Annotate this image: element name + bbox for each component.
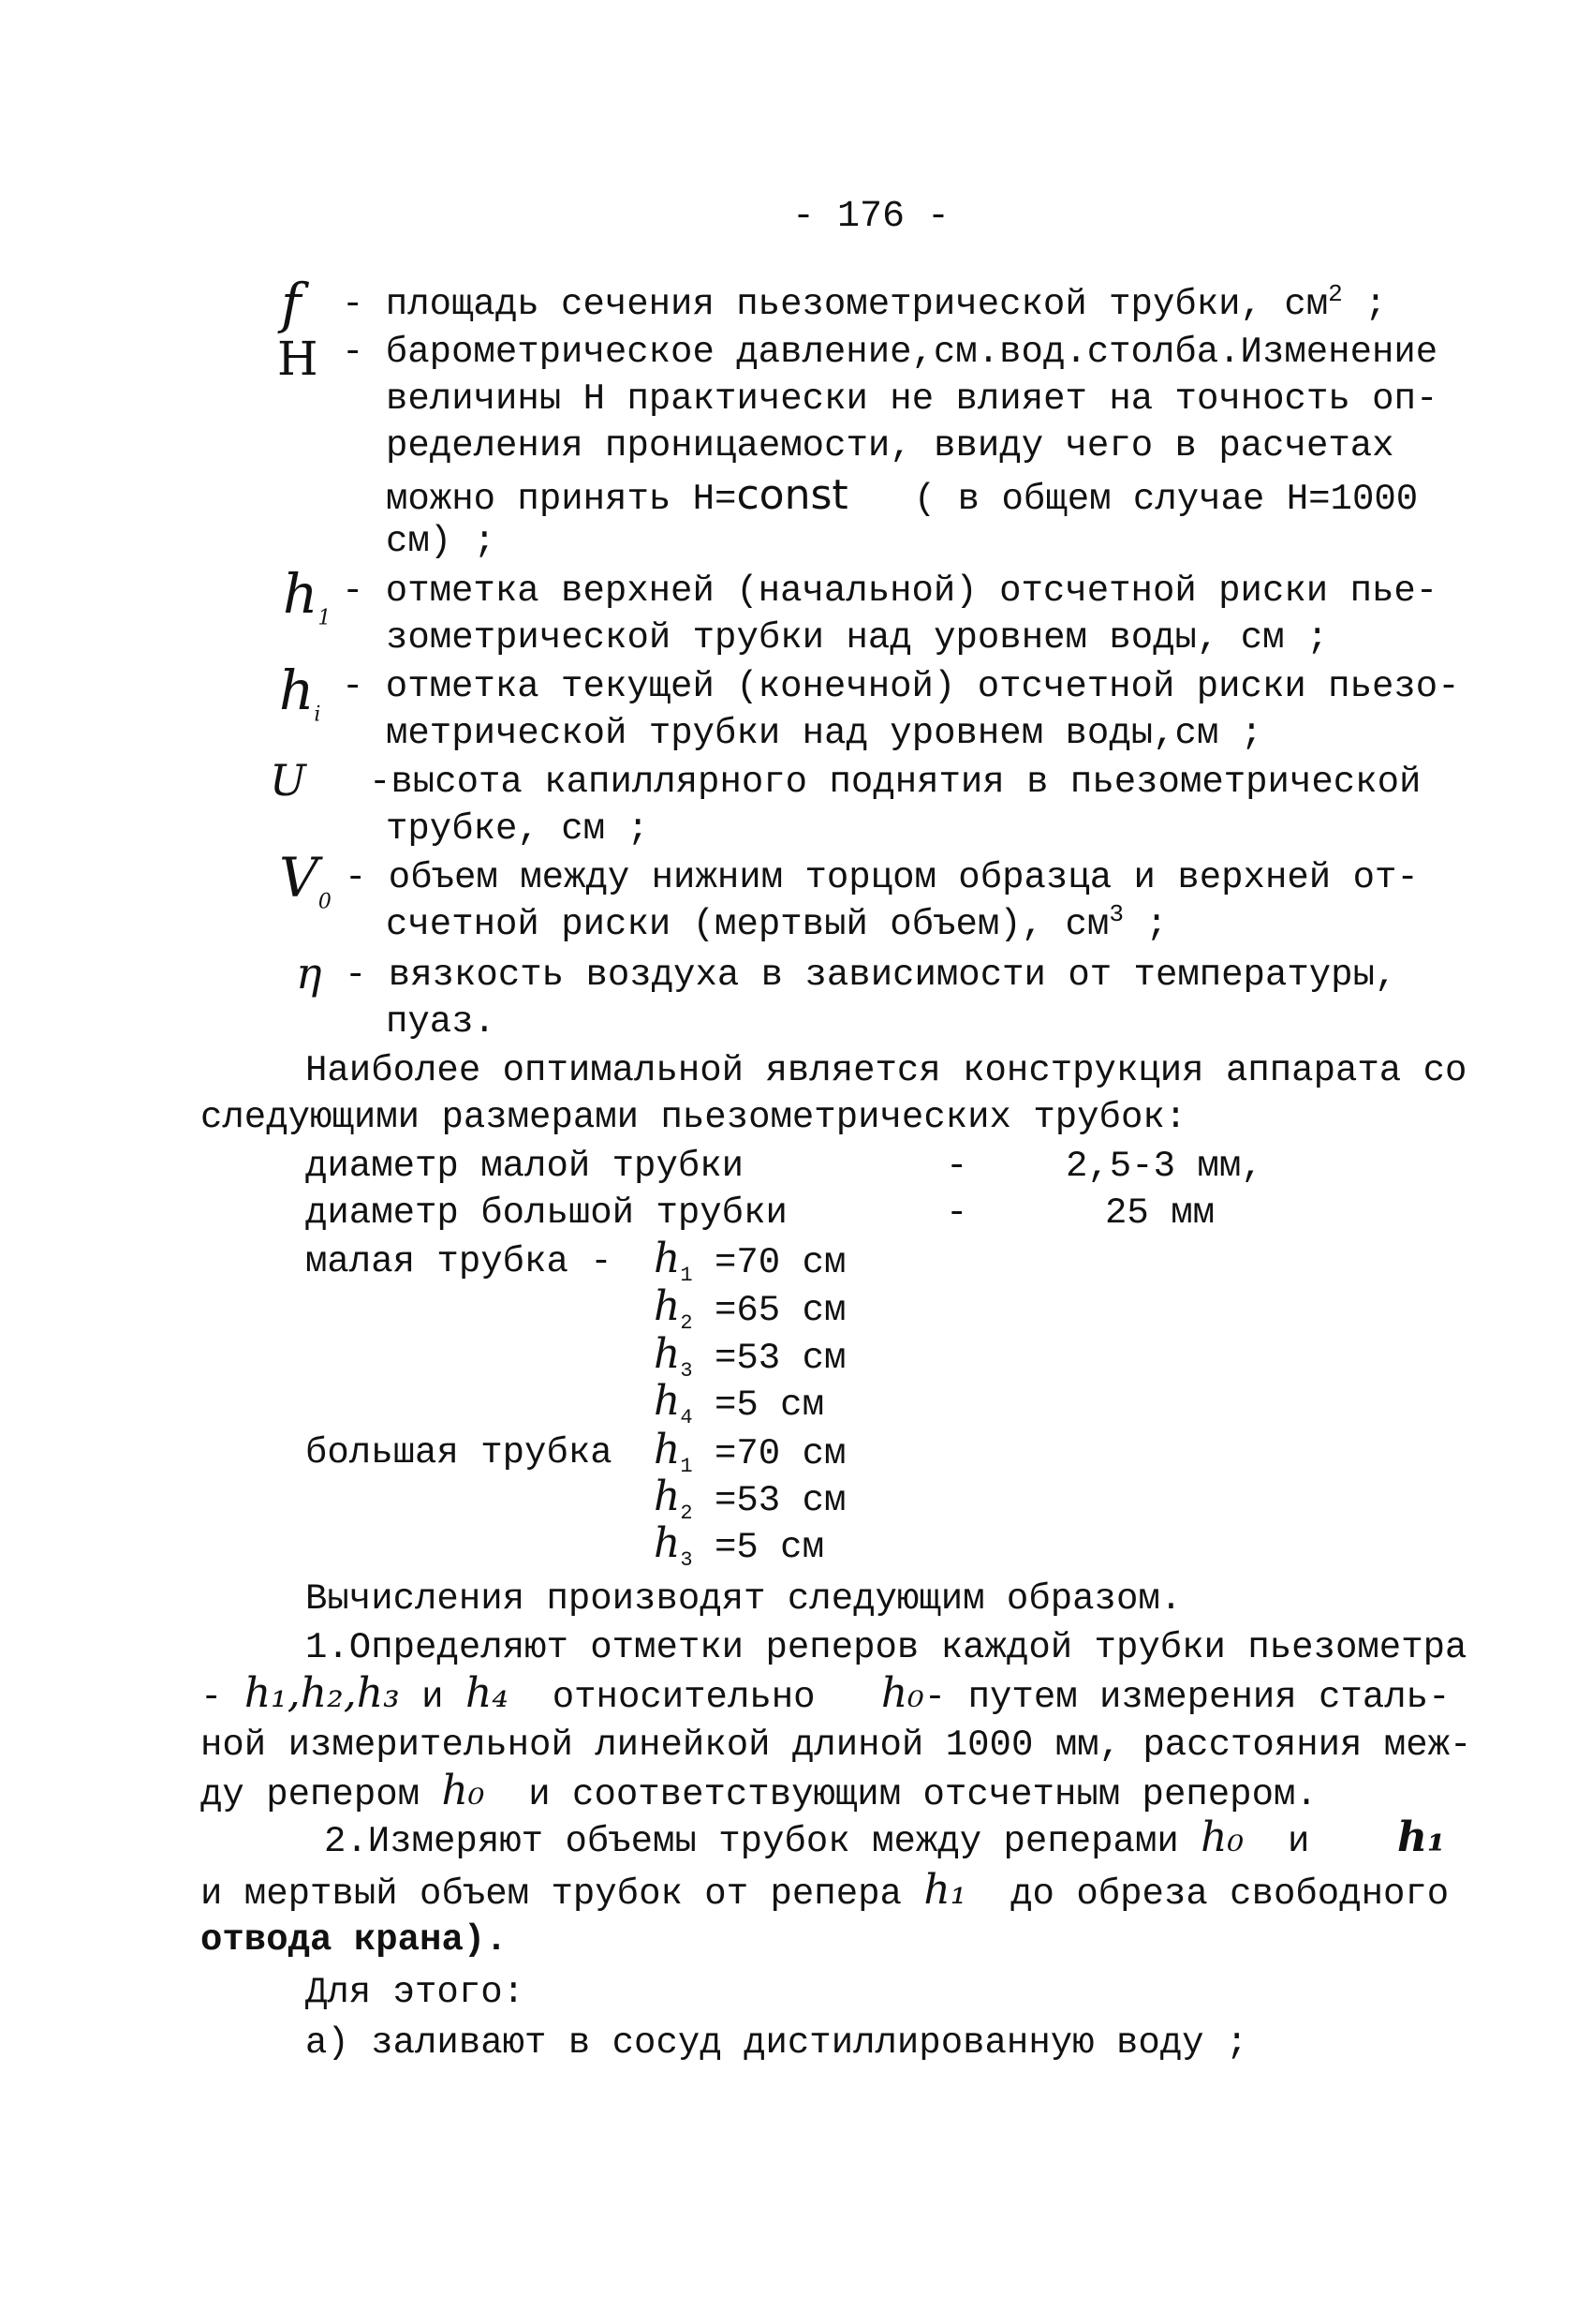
step1-line1: 1.Определяют отметки реперов каждой трубки пьезометра bbox=[305, 1627, 1467, 1668]
symbol-eta: η bbox=[296, 948, 322, 999]
symbol-V0: $V_0$ bbox=[279, 846, 332, 914]
symbol-hi: $h_i$ bbox=[279, 659, 321, 727]
legend-hi-line1: - отметка текущей (конечной) отсчетной риски пьезо- bbox=[342, 666, 1460, 707]
paragraph-1-line2: следующими размерами пьезометрических трубок: bbox=[200, 1097, 1187, 1138]
page-number: - 176 - bbox=[792, 196, 951, 238]
legend-h1-line2: зометрической трубки над уровнем воды, см ; bbox=[386, 617, 1329, 659]
step2-line3: отвода крана). bbox=[200, 1919, 508, 1961]
dim-small-dash: - bbox=[946, 1146, 968, 1187]
legend-f-line1: - площадь сечения пьезометрической трубки, $см^2$ ; bbox=[342, 280, 1387, 325]
legend-H-line1: - барометрическое давление,см.вод.столба.Изменение bbox=[342, 332, 1438, 373]
symbol-f: f bbox=[281, 272, 302, 335]
legend-eta-line1: - вязкость воздуха в зависимости от температуры, bbox=[345, 955, 1397, 996]
legend-H-line3: ределения проницаемости, ввиду чего в расчетах bbox=[386, 425, 1394, 466]
legend-hi-line2: метрической трубки над уровнем воды,см ; bbox=[386, 713, 1263, 754]
symbol-U: U bbox=[270, 755, 306, 806]
legend-h1-line1: - отметка верхней (начальной) отсчетной риски пье- bbox=[342, 570, 1438, 612]
dim-small-value: 2,5-3 мм, bbox=[1066, 1146, 1263, 1187]
for-this-heading: Для этого: bbox=[305, 1972, 525, 2013]
large-tube-row: $h_2 =53$ см bbox=[654, 1473, 847, 1525]
dim-large-value: 25 мм bbox=[1105, 1192, 1216, 1234]
legend-H-line4: можно принять Н=const ( в общем случае Н=1000 bbox=[386, 471, 1419, 520]
legend-eta-line2: пуаз. bbox=[386, 1001, 496, 1043]
symbol-H: H bbox=[277, 332, 318, 386]
large-tube-row: $h_1 =70$ см bbox=[654, 1426, 847, 1478]
legend-U-line1: -высота капиллярного поднятия в пьезометрической bbox=[369, 762, 1422, 803]
dim-large-dash: - bbox=[946, 1192, 968, 1234]
dim-large-label: диаметр большой трубки bbox=[305, 1192, 788, 1234]
large-tube-label: большая трубка bbox=[305, 1432, 612, 1473]
small-tube-row: $h_3 =53$ см bbox=[654, 1330, 847, 1383]
paragraph-1-line1: Наиболее оптимальной является конструкция аппарата со bbox=[305, 1050, 1467, 1091]
step2-line2: и мертвый объем трубок от репера h₁ до обреза свободного bbox=[200, 1866, 1450, 1915]
legend-V0-line1: - объем между нижним торцом образца и верхней от- bbox=[345, 857, 1419, 898]
small-tube-row: $h_1 =70$ см bbox=[654, 1235, 847, 1287]
large-tube-row: $h_3 =5$ см bbox=[654, 1519, 824, 1572]
step2-line1: 2.Измеряют объемы трубок между реперами h₀ и h₁ bbox=[324, 1813, 1446, 1862]
step1-line2: - h₁,h₂,h₃ и h₄ относительно h₀- путем измерения сталь- bbox=[200, 1669, 1451, 1718]
legend-H-line5: см) ; bbox=[386, 521, 496, 562]
legend-H-line2: величины Н практически не влияет на точность оп- bbox=[386, 378, 1438, 420]
step1-line4: ду репером h₀ и соответствующим отсчетным репером. bbox=[200, 1767, 1318, 1815]
item-a: а) заливают в сосуд дистиллированную воду ; bbox=[305, 2022, 1248, 2064]
small-tube-label: малая трубка - bbox=[305, 1241, 612, 1282]
small-tube-row: $h_2 =65$ см bbox=[654, 1282, 847, 1335]
symbol-h1: $h_1$ bbox=[283, 562, 332, 630]
step1-line3: ной измерительной линейкой длиной 1000 мм, расстояния меж- bbox=[200, 1724, 1472, 1766]
dim-small-label: диаметр малой трубки bbox=[305, 1146, 744, 1187]
calc-intro: Вычисления производят следующим образом. bbox=[305, 1578, 1183, 1620]
legend-V0-line2: счетной риски (мертвый объем), $см^3$ ; bbox=[386, 900, 1168, 945]
small-tube-row: $h_4 =5$ см bbox=[654, 1377, 824, 1429]
legend-U-line2: трубке, см ; bbox=[386, 808, 649, 850]
